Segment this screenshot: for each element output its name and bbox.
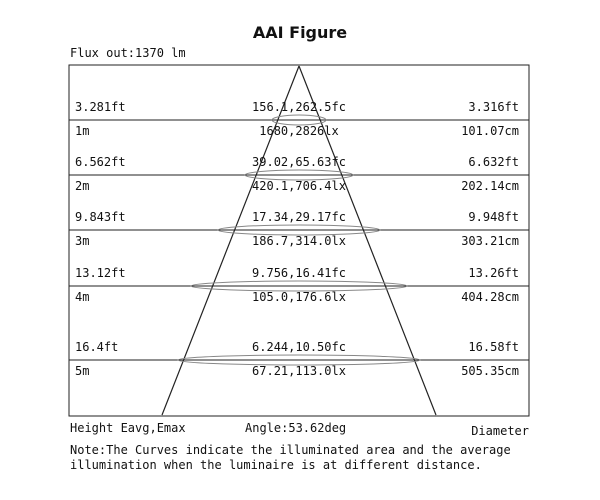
illuminance-lx-label: 1680,2826lx	[259, 124, 339, 138]
figure-title: AAI Figure	[252, 23, 348, 42]
illuminance-lx-label: 67.21,113.0lx	[252, 364, 346, 378]
level-labels	[75, 100, 519, 378]
height-m-label: 1m	[75, 124, 90, 138]
note-text: Note:The Curves indicate the illuminated area and the average illumination when the luminaire is at different distance.	[70, 443, 511, 472]
illuminance-lx-label: 420.1,706.4lx	[252, 179, 346, 193]
illuminance-fc-label: 6.244,10.50fc	[252, 340, 346, 354]
diameter-ft-label: 16.58ft	[468, 340, 519, 354]
illuminance-lx-label: 105.0,176.6lx	[252, 290, 346, 304]
diameter-cm-label: 404.28cm	[461, 290, 519, 304]
diameter-cm-label: 303.21cm	[461, 234, 519, 248]
diameter-ft-label: 3.316ft	[468, 100, 519, 114]
diameter-ft-label: 9.948ft	[468, 210, 519, 224]
height-ft-label: 16.4ft	[75, 340, 119, 354]
height-eavg-emax-label: Height Eavg,Emax	[70, 421, 186, 435]
flux-out-label: Flux out:1370 lm	[70, 46, 186, 60]
height-ft-label: 9.843ft	[75, 210, 126, 224]
height-ft-label: 3.281ft	[75, 100, 126, 114]
diameter-ft-label: 6.632ft	[468, 155, 519, 169]
illuminance-fc-label: 156.1,262.5fc	[252, 100, 346, 114]
illuminance-fc-label: 9.756,16.41fc	[252, 266, 346, 280]
diameter-cm-label: 101.07cm	[461, 124, 519, 138]
illuminance-fc-label: 39.02,65.63fc	[252, 155, 346, 169]
height-ft-label: 13.12ft	[75, 266, 126, 280]
height-ft-label: 6.562ft	[75, 155, 126, 169]
height-m-label: 2m	[75, 179, 90, 193]
diameter-cm-label: 505.35cm	[461, 364, 519, 378]
illuminance-lx-label: 186.7,314.0lx	[252, 234, 346, 248]
beam-angle-label: Angle:53.62deg	[245, 421, 347, 435]
illuminance-fc-label: 17.34,29.17fc	[252, 210, 346, 224]
height-m-label: 3m	[75, 234, 90, 248]
diameter-label: Diameter	[471, 424, 529, 438]
diameter-ft-label: 13.26ft	[468, 266, 519, 280]
height-m-label: 4m	[75, 290, 90, 304]
diameter-cm-label: 202.14cm	[461, 179, 519, 193]
height-m-label: 5m	[75, 364, 90, 378]
